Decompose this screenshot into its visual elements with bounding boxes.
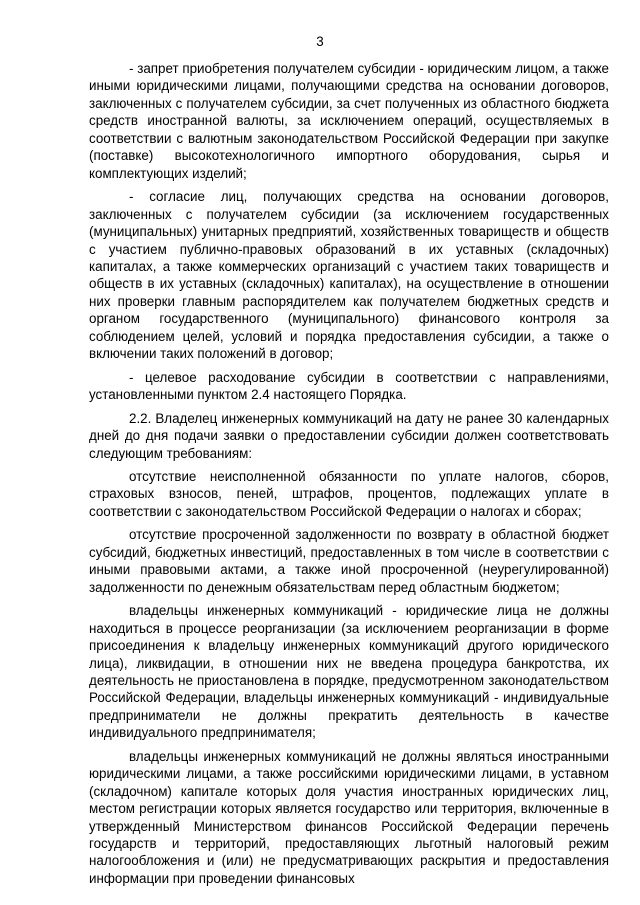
paragraph-no-tax-debt: отсутствие неисполненной обязанности по уплате налогов, сборов, страховых взносов, пеней, штрафов, процентов, подлежащих уплате в соответствии с законодательством Российской Федерации о налогах и сборах; <box>89 468 609 519</box>
paragraph-currency-ban: - запрет приобретения получателем субсидии - юридическим лицом, а также иными юридическими лицами, получающими средства на основании договоров, заключенных с получателем субсидии, за счет полученных из областного бюджета средств иностранной валюты, за исключением операций, осуществляемых в соответствии с валютным законодательством Российской Федерации при закупке (поставке) высокотехнологичного импортного оборудования, сырья и комплектующих изделий; <box>89 61 609 181</box>
paragraph-no-reorganization: владельцы инженерных коммуникаций - юридические лица не должны находиться в процессе реорганизации (за исключением реорганизации в форме присоединения к владельцу инженерных коммуникаций другого юридического лица), ликвидации, в отношении них не введена процедура банкротства, их деятельность не приостановлена в порядке, предусмотренном законодательством Российской Федерации, владельцы инженерных коммуникаций - индивидуальные предприниматели не должны прекратить деятельность в качестве индивидуального предпринимателя; <box>89 603 609 741</box>
page-number: 3 <box>316 34 324 49</box>
paragraph-no-overdue-debt: отсутствие просроченной задолженности по возврату в областной бюджет субсидий, бюджетных инвестиций, предоставленных в том числе в соответствии с иными правовыми актами, а также иной просроченной (неурегулированной) задолженности по денежным обязательствам перед областным бюджетом; <box>89 527 609 595</box>
paragraph-section-2-2: 2.2. Владелец инженерных коммуникаций на дату не ранее 30 календарных дней до дня подачи заявки о предоставлении субсидии должен соответствовать следующим требованиям: <box>89 410 609 461</box>
paragraph-inspection-consent: - согласие лиц, получающих средства на основании договоров, заключенных с получателем субсидии (за исключением государственных (муниципальных) унитарных предприятий, хозяйственных товариществ и обществ с участием публично-правовых образований в их уставных (складочных) капиталах, а также коммерческих организаций с участием таких товариществ и обществ в их уставных (складочных) капиталах), на осуществление в отношении них проверки главным распорядителем как получателем бюджетных средств и органом государственного (муниципального) финансового контроля за соблюдением целей, условий и порядка предоставления субсидии, а также о включении таких положений в договор; <box>89 189 609 362</box>
paragraph-targeted-spending: - целевое расходование субсидии в соответствии с направлениями, установленными пунктом 2.4 настоящего Порядка. <box>89 369 609 403</box>
document-body <box>89 60 609 893</box>
paragraph-no-foreign-entities: владельцы инженерных коммуникаций не должны являться иностранными юридическими лицами, а также российскими юридическими лицами, в уставном (складочном) капитале которых доля участия иностранных юридических лиц, местом регистрации которых является государство или территория, включенные в утвержденный Министерством финансов Российской Федерации перечень государств и территорий, предоставляющих льготный налоговый режим налогообложения и (или) не предусматривающих раскрытия и предоставления информации при проведении финансовых <box>89 748 609 886</box>
